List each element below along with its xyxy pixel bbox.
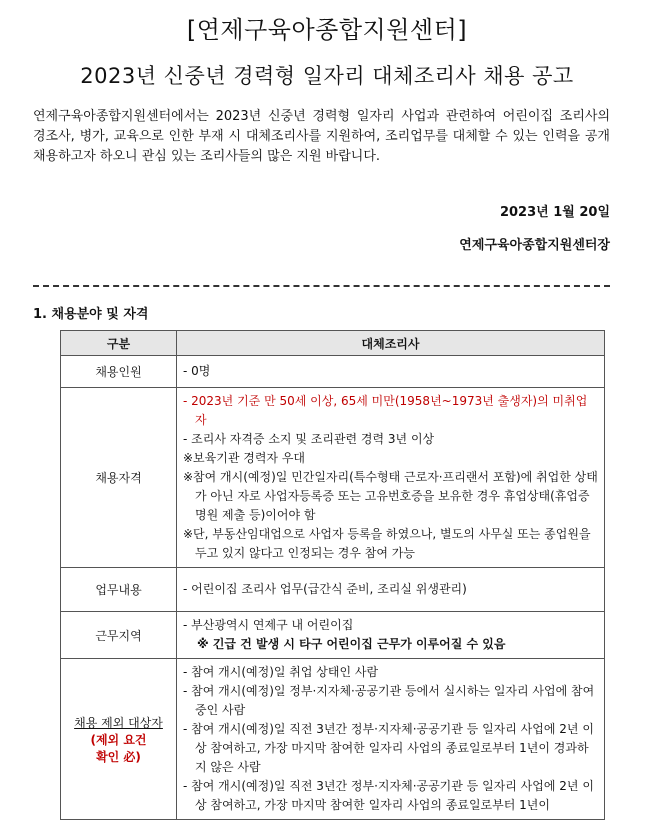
row-label: 채용인원 <box>61 356 177 388</box>
exclusion-cell <box>177 659 605 820</box>
recruitment-table <box>60 330 605 820</box>
table-row <box>61 568 605 612</box>
exclusion-line: - 참여 개시(예정)일 취업 상태인 사람 <box>183 665 379 679</box>
exclusion-line: - 참여 개시(예정)일 직전 3년간 정부·지자체·공공기관 등 일자리 사업에 2년 이상 참여하고, 가장 마지막 참여한 일자리 사업의 종료일로부터 1년이 <box>183 779 594 812</box>
table-row <box>61 612 605 659</box>
exclusion-note: 확인 必) <box>96 749 141 764</box>
section-title: 1. 채용분야 및 자격 <box>33 307 149 322</box>
table-row <box>61 659 605 820</box>
row-label: 채용자격 <box>61 388 177 568</box>
row-label: 근무지역 <box>61 612 177 659</box>
dashed-divider <box>33 285 610 287</box>
table-row <box>61 388 605 568</box>
table-header-position: 대체조리사 <box>177 331 605 356</box>
table-header-category: 구분 <box>61 331 177 356</box>
table-header-row <box>61 331 605 356</box>
qualification-line: - 2023년 기준 만 50세 이상, 65세 미만(1958년~1973년 출생자)의 미취업자 <box>183 394 588 427</box>
exclusion-note: (제외 요건 <box>90 732 147 747</box>
org-title: [연제구육아종합지원센터] <box>186 16 468 44</box>
location-line: - 부산광역시 연제구 내 어린이집 <box>183 618 354 632</box>
intro-paragraph: 연제구육아종합지원센터에서는 2023년 신중년 경력형 일자리 사업과 관련하여 어린이집 조리사의 경조사, 병가, 교육으로 인한 부재 시 대체조리사를 지원하여, 조리업무를 대체할 수 있는 인력을 공개 채용하고자 하오니 관심 있는 조리사들의 많은 지원 바랍니다. <box>33 109 610 164</box>
exclusion-line: - 참여 개시(예정)일 정부·지자체·공공기관 등에서 실시하는 일자리 사업에 참여 중인 사람 <box>183 684 595 717</box>
signature: 연제구육아종합지원센터장 <box>459 238 610 253</box>
qualification-line: ※참여 개시(예정)일 민간일자리(특수형태 근로자·프리랜서 포함)에 취업한 상태가 아닌 자로 사업자등록증 또는 고유번호증을 보유한 경우 휴업상태(휴업증명원 제출 등)이어야 함 <box>183 470 598 522</box>
table-row <box>61 356 605 388</box>
duty-value: - 어린이집 조리사 업무(급간식 준비, 조리실 위생관리) <box>177 568 605 612</box>
location-note: ※ 긴급 건 발생 시 타구 어린이집 근무가 이루어질 수 있음 <box>197 637 506 651</box>
qualification-line: ※보육기관 경력자 우대 <box>183 451 306 465</box>
exclusion-label-cell <box>61 659 177 820</box>
page-title: 2023년 신중년 경력형 일자리 대체조리사 채용 공고 <box>80 64 574 88</box>
announcement-date: 2023년 1월 20일 <box>499 205 610 220</box>
row-label: 업무내용 <box>61 568 177 612</box>
qualification-line: ※단, 부동산임대업으로 사업자 등록을 하였으나, 별도의 사무실 또는 종업원을 두고 있지 않다고 인정되는 경우 참여 가능 <box>183 527 591 560</box>
exclusion-line: - 참여 개시(예정)일 직전 3년간 정부·지자체·공공기관 등 일자리 사업에 2년 이상 참여하고, 가장 마지막 참여한 일자리 사업의 종료일로부터 1년이 경과하지 않은 사람 <box>183 722 594 774</box>
row-label: 채용 제외 대상자 <box>74 715 163 730</box>
qualification-cell <box>177 388 605 568</box>
qualification-line: - 조리사 자격증 소지 및 조리관련 경력 3년 이상 <box>183 432 435 446</box>
hire-count: - 0명 <box>177 356 605 388</box>
location-cell <box>177 612 605 659</box>
